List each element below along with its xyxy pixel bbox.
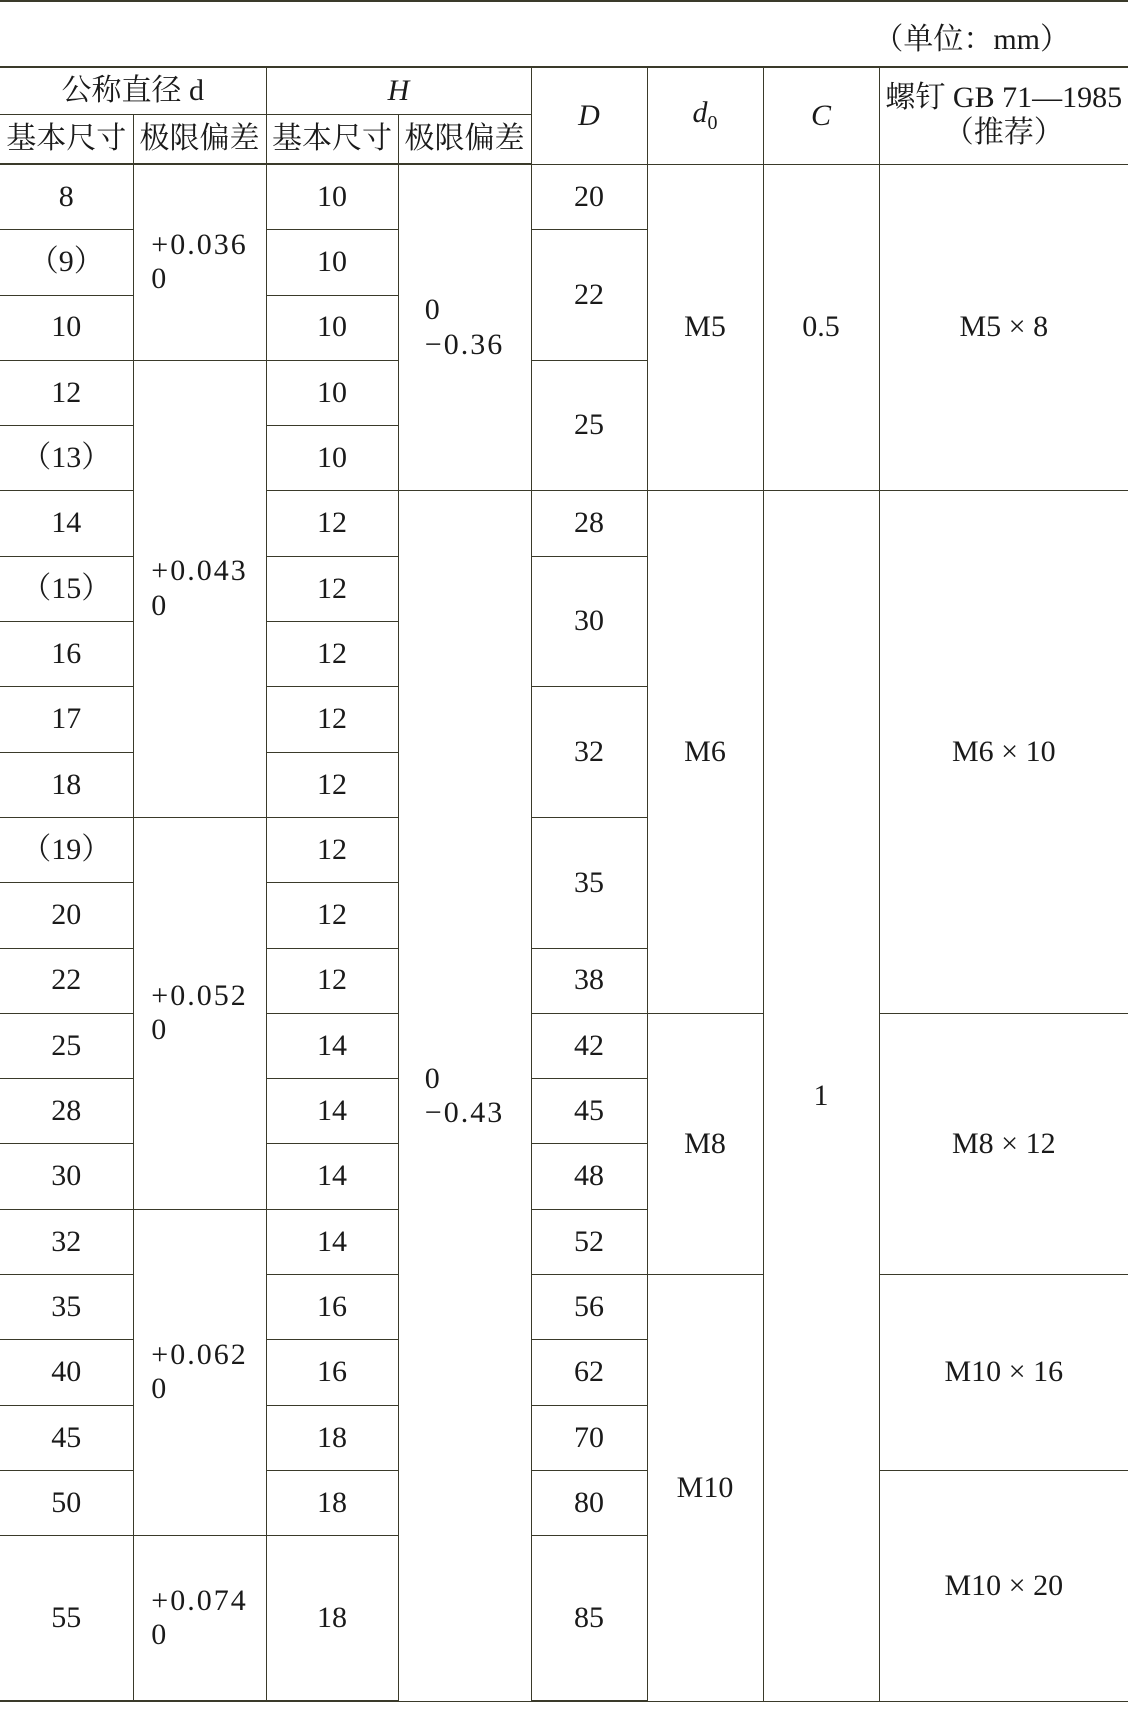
h-tol-cell: 0 −0.43 — [398, 491, 531, 1701]
header-D: D — [531, 67, 647, 164]
d-cell: 20 — [0, 883, 133, 948]
screw-cell: M10 × 16 — [879, 1275, 1128, 1471]
header-d0: $d_0$ — [647, 67, 763, 164]
h-cell: 12 — [266, 948, 398, 1013]
d-cell: （19） — [0, 817, 133, 882]
D-cell: 85 — [531, 1536, 647, 1702]
d0-cell: M10 — [647, 1275, 763, 1702]
d-cell: （15） — [0, 556, 133, 621]
h-cell: 14 — [266, 1144, 398, 1209]
d0-cell: M8 — [647, 1013, 763, 1274]
h-cell: 14 — [266, 1079, 398, 1144]
header-nominal-diameter: 公称直径 d — [0, 67, 266, 115]
h-cell: 10 — [266, 426, 398, 491]
h-cell: 10 — [266, 230, 398, 295]
d-cell: 16 — [0, 622, 133, 687]
d-cell: 8 — [0, 164, 133, 230]
D-cell: 38 — [531, 948, 647, 1013]
D-cell: 22 — [531, 230, 647, 361]
D-cell: 25 — [531, 360, 647, 491]
C-cell: 0.5 — [763, 164, 879, 491]
d-cell: 35 — [0, 1275, 133, 1340]
d-tol-cell: +0.036 0 — [133, 164, 266, 360]
h-cell: 18 — [266, 1536, 398, 1702]
d-cell: 14 — [0, 491, 133, 556]
d-tol-cell: +0.043 0 — [133, 360, 266, 817]
h-cell: 10 — [266, 295, 398, 360]
d-cell: 45 — [0, 1405, 133, 1470]
d-cell: 12 — [0, 360, 133, 425]
D-cell: 20 — [531, 164, 647, 230]
header-d-basic: 基本尺寸 — [0, 115, 133, 165]
d-tol-cell: +0.062 0 — [133, 1209, 266, 1535]
D-cell: 48 — [531, 1144, 647, 1209]
d0-cell: M5 — [647, 164, 763, 491]
D-cell: 35 — [531, 817, 647, 948]
d-cell: 22 — [0, 948, 133, 1013]
screw-cell: M6 × 10 — [879, 491, 1128, 1013]
d-cell: 25 — [0, 1013, 133, 1078]
D-cell: 80 — [531, 1470, 647, 1535]
unit-note: （单位：mm） — [873, 23, 1070, 56]
d-cell: 40 — [0, 1340, 133, 1405]
D-cell: 30 — [531, 556, 647, 687]
d-cell: （13） — [0, 426, 133, 491]
screw-cell: M5 × 8 — [879, 164, 1128, 491]
h-cell: 12 — [266, 556, 398, 621]
h-cell: 12 — [266, 883, 398, 948]
C-cell: 1 — [763, 491, 879, 1701]
D-cell: 42 — [531, 1013, 647, 1078]
h-cell: 10 — [266, 164, 398, 230]
D-cell: 62 — [531, 1340, 647, 1405]
h-cell: 14 — [266, 1013, 398, 1078]
h-cell: 16 — [266, 1340, 398, 1405]
h-tol-cell: 0 −0.36 — [398, 164, 531, 491]
D-cell: 45 — [531, 1079, 647, 1144]
screw-cell: M8 × 12 — [879, 1013, 1128, 1274]
d-tol-cell: +0.074 0 — [133, 1536, 266, 1702]
d-cell: 30 — [0, 1144, 133, 1209]
d-cell: 50 — [0, 1470, 133, 1535]
h-cell: 18 — [266, 1405, 398, 1470]
d-cell: 28 — [0, 1079, 133, 1144]
h-cell: 12 — [266, 752, 398, 817]
d-cell: 18 — [0, 752, 133, 817]
header-H: H — [266, 67, 531, 115]
d-tol-cell: +0.052 0 — [133, 817, 266, 1209]
d-cell: （9） — [0, 230, 133, 295]
h-cell: 12 — [266, 491, 398, 556]
h-cell: 12 — [266, 622, 398, 687]
header-h-tol: 极限偏差 — [398, 115, 531, 165]
h-cell: 10 — [266, 360, 398, 425]
header-C: C — [763, 67, 879, 164]
h-cell: 18 — [266, 1470, 398, 1535]
header-screw: 螺钉 GB 71—1985 （推荐） — [879, 67, 1128, 164]
screw-cell: M10 × 20 — [879, 1470, 1128, 1701]
top-rule — [0, 0, 1128, 2]
d-cell: 32 — [0, 1209, 133, 1274]
d-cell: 55 — [0, 1536, 133, 1702]
D-cell: 52 — [531, 1209, 647, 1274]
h-cell: 12 — [266, 817, 398, 882]
d0-cell: M6 — [647, 491, 763, 1013]
h-cell: 14 — [266, 1209, 398, 1274]
header-d-tol: 极限偏差 — [133, 115, 266, 165]
header-h-basic: 基本尺寸 — [266, 115, 398, 165]
D-cell: 28 — [531, 491, 647, 556]
D-cell: 70 — [531, 1405, 647, 1470]
h-cell: 16 — [266, 1275, 398, 1340]
d-cell: 10 — [0, 295, 133, 360]
d-cell: 17 — [0, 687, 133, 752]
h-cell: 12 — [266, 687, 398, 752]
D-cell: 32 — [531, 687, 647, 818]
D-cell: 56 — [531, 1275, 647, 1340]
dimension-table — [0, 66, 1128, 1702]
